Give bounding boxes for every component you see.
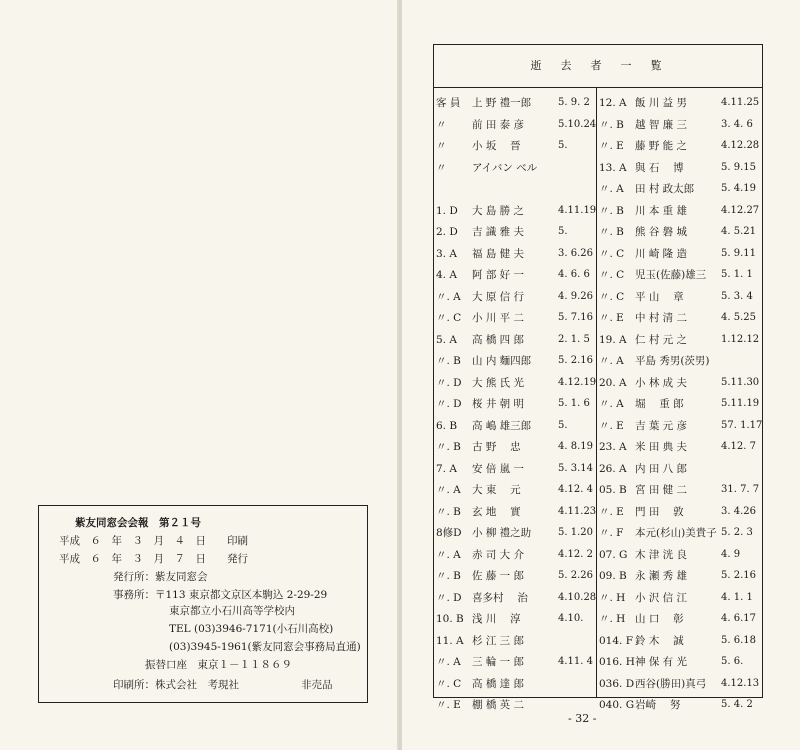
row-date: 5. 1. 1 bbox=[721, 269, 753, 280]
row-name: 田 村 政太郎 bbox=[635, 183, 695, 195]
row-class: 〃. C bbox=[599, 290, 625, 303]
row-name: 鈴 木 誠 bbox=[635, 634, 684, 647]
row-name: 小 柳 禮之助 bbox=[472, 527, 532, 539]
row-name: 大 島 勝 之 bbox=[472, 204, 525, 217]
row-date: 4. 1. 1 bbox=[721, 591, 753, 603]
colophon-title: 紫友同窓会会報 第２１号 bbox=[75, 517, 201, 529]
row-class: 036. D bbox=[599, 677, 635, 690]
row-name: 小 坂 晉 bbox=[472, 140, 521, 152]
row-class: 6. B bbox=[436, 419, 458, 432]
row-date bbox=[558, 631, 600, 651]
colophon-tel-office: (03)3945-1961(紫友同窓会事務局直通) bbox=[169, 641, 361, 653]
row-date: 4.12. 4 bbox=[558, 484, 593, 495]
row-class: 05. B bbox=[599, 484, 627, 496]
row-date: 4. 5.25 bbox=[721, 312, 756, 323]
row-class: 23. A bbox=[599, 441, 627, 453]
row-name: 神 保 有 光 bbox=[635, 656, 688, 668]
colophon-printer: 印刷所：株式会社 考現社 bbox=[113, 679, 239, 691]
row-date: 4.12.13 bbox=[721, 677, 760, 689]
row-date: 5. 6. bbox=[721, 656, 744, 667]
row-class: 20. A bbox=[599, 376, 627, 389]
row-class: 〃. B bbox=[436, 505, 461, 518]
row-date: 4.12.19 bbox=[558, 376, 597, 388]
row-date: 4. 9.26 bbox=[558, 290, 593, 302]
row-name: 阿 部 好 一 bbox=[472, 269, 525, 281]
row-name: 内 田 八 郎 bbox=[635, 462, 688, 475]
colophon-publisher: 発行所：紫友同窓会 bbox=[113, 571, 208, 583]
row-class: 3. A bbox=[436, 247, 457, 260]
row-name: 岩崎 努 bbox=[635, 699, 681, 711]
row-date: 5. 3.14 bbox=[558, 462, 593, 474]
row-name: 児玉(佐藤)雄三 bbox=[635, 269, 707, 281]
row-name: 堀 重 郎 bbox=[635, 398, 684, 410]
row-class: 4. A bbox=[436, 269, 457, 281]
row-class: 〃. D bbox=[436, 591, 462, 604]
row-name: 上 野 禮一郎 bbox=[472, 97, 532, 109]
row-date: 4.10. bbox=[558, 613, 584, 624]
row-class: 〃. D bbox=[436, 376, 462, 389]
row-class: 13. A bbox=[599, 161, 627, 174]
row-class: 19. A bbox=[599, 333, 627, 346]
colophon-not-for-sale: 非売品 bbox=[301, 679, 333, 691]
row-name: 小 沢 信 江 bbox=[635, 591, 688, 604]
row-date: 4.12. 7 bbox=[721, 441, 756, 452]
page-number: - 32 - bbox=[568, 712, 597, 725]
row-class: 〃. E bbox=[599, 419, 624, 432]
row-date bbox=[558, 674, 600, 694]
row-name: 門 田 敦 bbox=[635, 505, 684, 518]
row-name: 木 津 洸 良 bbox=[635, 548, 688, 561]
row-date: 5. 2.26 bbox=[558, 570, 593, 581]
row-name: 杉 江 三 郎 bbox=[472, 634, 525, 647]
row-class: 〃. A bbox=[599, 398, 624, 410]
row-name: 熊 谷 磐 城 bbox=[635, 226, 688, 238]
row-date: 5. bbox=[558, 419, 568, 431]
row-date: 3. 4.26 bbox=[721, 505, 756, 517]
deceased-list-table bbox=[433, 44, 763, 711]
row-class: 〃. A bbox=[436, 484, 461, 496]
row-class: 〃. B bbox=[436, 570, 461, 582]
row-name: 中 村 清 二 bbox=[635, 312, 688, 324]
row-date: 4.12. 2 bbox=[558, 548, 593, 560]
row-date: 5. bbox=[558, 140, 568, 151]
row-name: 高 嶋 雄三郎 bbox=[472, 419, 532, 432]
row-name: 大 原 信 行 bbox=[472, 290, 525, 303]
row-date: 5.11.19 bbox=[721, 398, 760, 409]
row-date: 4. 6.17 bbox=[721, 613, 756, 624]
colophon-office-school: 東京都立小石川高等学校内 bbox=[169, 605, 295, 617]
row-name: 平 山 章 bbox=[635, 290, 684, 303]
row-name: 前 田 泰 彦 bbox=[472, 118, 525, 131]
colophon-issue-date: 平成 ６ 年 ３ 月 ７ 日 発行 bbox=[59, 553, 248, 565]
row-name: 山 内 麵四郎 bbox=[472, 355, 532, 367]
row-date: 5. 9.15 bbox=[721, 161, 756, 173]
row-name: 小 川 平 二 bbox=[472, 312, 525, 324]
row-class: 10. B bbox=[436, 613, 464, 625]
row-class: 〃. E bbox=[599, 140, 624, 152]
row-date: 4.10.28 bbox=[558, 591, 597, 603]
row-name: 川 本 重 雄 bbox=[635, 204, 688, 217]
row-date: 5. 9.11 bbox=[721, 247, 756, 259]
row-class: 〃. A bbox=[599, 355, 624, 367]
row-name: 吉 葉 元 彦 bbox=[635, 419, 688, 432]
table-title: 逝 去 者 一 覧 bbox=[530, 59, 666, 72]
row-class: 〃. A bbox=[436, 548, 461, 561]
row-name: アイバン ベル bbox=[472, 161, 538, 174]
row-date: 5.11.30 bbox=[721, 376, 760, 388]
row-name: 飯 川 益 男 bbox=[635, 97, 688, 109]
row-name: 古 野 忠 bbox=[472, 441, 521, 453]
row-class: 〃 bbox=[436, 161, 447, 174]
row-name: 大 熊 氏 光 bbox=[472, 376, 525, 389]
row-class: 〃. F bbox=[599, 527, 624, 539]
row-date: 5. 2.16 bbox=[721, 570, 756, 581]
row-name: 玄 地 實 bbox=[472, 505, 521, 518]
row-class: 7. A bbox=[436, 462, 457, 475]
row-name: 高 橋 達 郎 bbox=[472, 677, 525, 690]
row-name: 山 口 彰 bbox=[635, 613, 684, 625]
colophon-tel-school: TEL (03)3946-7171(小石川高校) bbox=[169, 623, 334, 635]
row-class: 09. B bbox=[599, 570, 627, 582]
row-date: 5. 2.16 bbox=[558, 355, 593, 366]
row-class: 〃. E bbox=[599, 312, 624, 324]
row-class: 〃. D bbox=[436, 398, 462, 410]
row-name: 小 林 成 夫 bbox=[635, 376, 688, 389]
row-class: 1. D bbox=[436, 204, 458, 217]
row-date: 4. 8.19 bbox=[558, 441, 593, 452]
row-date: 4. 5.21 bbox=[721, 226, 756, 237]
row-class: 8修D bbox=[436, 527, 462, 539]
row-class: 26. A bbox=[599, 462, 627, 475]
row-date bbox=[721, 351, 763, 371]
row-class: 016. H bbox=[599, 656, 635, 668]
row-class: 〃. H bbox=[599, 613, 626, 625]
colophon-box bbox=[38, 505, 368, 703]
row-name: 宮 田 健 二 bbox=[635, 484, 688, 496]
row-date: 4.12.27 bbox=[721, 204, 760, 216]
row-date: 5. 4.19 bbox=[721, 183, 756, 194]
row-name: 棚 橋 英 二 bbox=[472, 699, 525, 711]
row-name: 仁 村 元 之 bbox=[635, 333, 688, 346]
row-date: 3. 4. 6 bbox=[721, 118, 753, 130]
row-name: 浅 川 淳 bbox=[472, 613, 521, 625]
row-class: 5. A bbox=[436, 333, 457, 346]
row-date: 5. 7.16 bbox=[558, 312, 593, 323]
row-name: 永 瀬 秀 雄 bbox=[635, 570, 688, 582]
row-class: 〃. E bbox=[436, 699, 461, 711]
row-name: 藤 野 能 之 bbox=[635, 140, 688, 152]
row-class: 〃. A bbox=[436, 656, 461, 668]
row-class: 客 員 bbox=[436, 97, 461, 109]
row-name: 赤 司 大 介 bbox=[472, 548, 525, 561]
row-class: 〃. E bbox=[599, 505, 624, 518]
row-name: 吉 識 雅 夫 bbox=[472, 226, 525, 238]
row-date: 4.11. 4 bbox=[558, 656, 593, 667]
row-date: 4. 9 bbox=[721, 548, 741, 560]
row-date: 1.12.12 bbox=[721, 333, 760, 345]
row-class bbox=[436, 179, 472, 199]
row-date: 5. 3. 4 bbox=[721, 290, 753, 302]
row-date: 4.11.25 bbox=[721, 97, 760, 108]
row-name: 大 東 元 bbox=[472, 484, 521, 496]
row-date: 4.11.23 bbox=[558, 505, 597, 517]
row-date: 4.12.28 bbox=[721, 140, 760, 151]
row-date: 5.10.24 bbox=[558, 118, 597, 130]
row-name: 喜多村 治 bbox=[472, 591, 528, 604]
row-class: 〃. B bbox=[599, 226, 624, 238]
row-class: 〃. C bbox=[436, 312, 462, 324]
row-date: 4. 6. 6 bbox=[558, 269, 590, 280]
row-name: 福 島 健 夫 bbox=[472, 247, 525, 260]
row-date: 4.11.19 bbox=[558, 204, 597, 216]
row-class: 12. A bbox=[599, 97, 627, 109]
row-class: 07. G bbox=[599, 548, 628, 561]
row-name: 高 橋 四 郎 bbox=[472, 333, 525, 346]
row-date: 31. 7. 7 bbox=[721, 484, 760, 495]
row-date: 5. bbox=[558, 226, 568, 237]
row-name: 三 輪 一 郎 bbox=[472, 656, 525, 668]
row-date: 5. 6.18 bbox=[721, 634, 756, 646]
title-divider bbox=[434, 87, 762, 88]
row-name: 與 石 博 bbox=[635, 161, 684, 174]
row-class: 〃. A bbox=[599, 183, 624, 195]
row-name: 平島 秀男(茨男) bbox=[635, 355, 710, 367]
row-date: 3. 6.26 bbox=[558, 247, 593, 259]
row-date: 2. 1. 5 bbox=[558, 333, 590, 345]
row-name: 安 倍 嵐 一 bbox=[472, 462, 525, 475]
row-class: 040. G bbox=[599, 699, 635, 711]
row-date: 5. 1.20 bbox=[558, 527, 593, 538]
row-date: 57. 1.17 bbox=[721, 419, 763, 431]
row-class: 11. A bbox=[436, 634, 464, 647]
row-class: 〃. C bbox=[599, 269, 625, 281]
row-date bbox=[558, 158, 600, 178]
row-name: 佐 藤 一 郎 bbox=[472, 570, 525, 582]
row-class: 〃 bbox=[436, 140, 447, 152]
row-class: 〃. B bbox=[599, 118, 624, 131]
colophon-account: 振替口座 東京１－１１８６９ bbox=[145, 659, 292, 671]
row-name: 本元(杉山)美貴子 bbox=[635, 527, 717, 539]
row-class: 〃 bbox=[436, 118, 447, 131]
row-date: 5. 9. 2 bbox=[558, 97, 590, 108]
row-class: 〃. C bbox=[599, 247, 625, 260]
row-class: 〃. A bbox=[436, 290, 461, 303]
row-class: 014. F bbox=[599, 634, 634, 647]
row-class: 2. D bbox=[436, 226, 458, 238]
row-class: 〃. B bbox=[436, 355, 461, 367]
row-class: 〃. C bbox=[436, 677, 462, 690]
colophon-print-date: 平成 ６ 年 ３ 月 ４ 日 印刷 bbox=[59, 535, 248, 547]
row-date bbox=[721, 459, 763, 479]
row-name: 米 田 典 夫 bbox=[635, 441, 688, 453]
row-name bbox=[472, 179, 556, 199]
row-name: 越 智 廉 三 bbox=[635, 118, 688, 131]
row-class: 〃. H bbox=[599, 591, 626, 604]
colophon-office: 事務所：〒113 東京都文京区本駒込 2-29-29 bbox=[113, 589, 328, 601]
row-date: 5. 1. 6 bbox=[558, 398, 590, 409]
row-name: 川 崎 隆 造 bbox=[635, 247, 688, 260]
row-name: 西谷(勝田)真弓 bbox=[635, 677, 707, 690]
row-name: 桜 井 朝 明 bbox=[472, 398, 525, 410]
row-class: 〃. B bbox=[436, 441, 461, 453]
row-date bbox=[558, 179, 600, 199]
row-date: 5. 2. 3 bbox=[721, 527, 753, 538]
row-class: 〃. B bbox=[599, 204, 624, 217]
row-date: 5. 4. 2 bbox=[721, 699, 753, 710]
